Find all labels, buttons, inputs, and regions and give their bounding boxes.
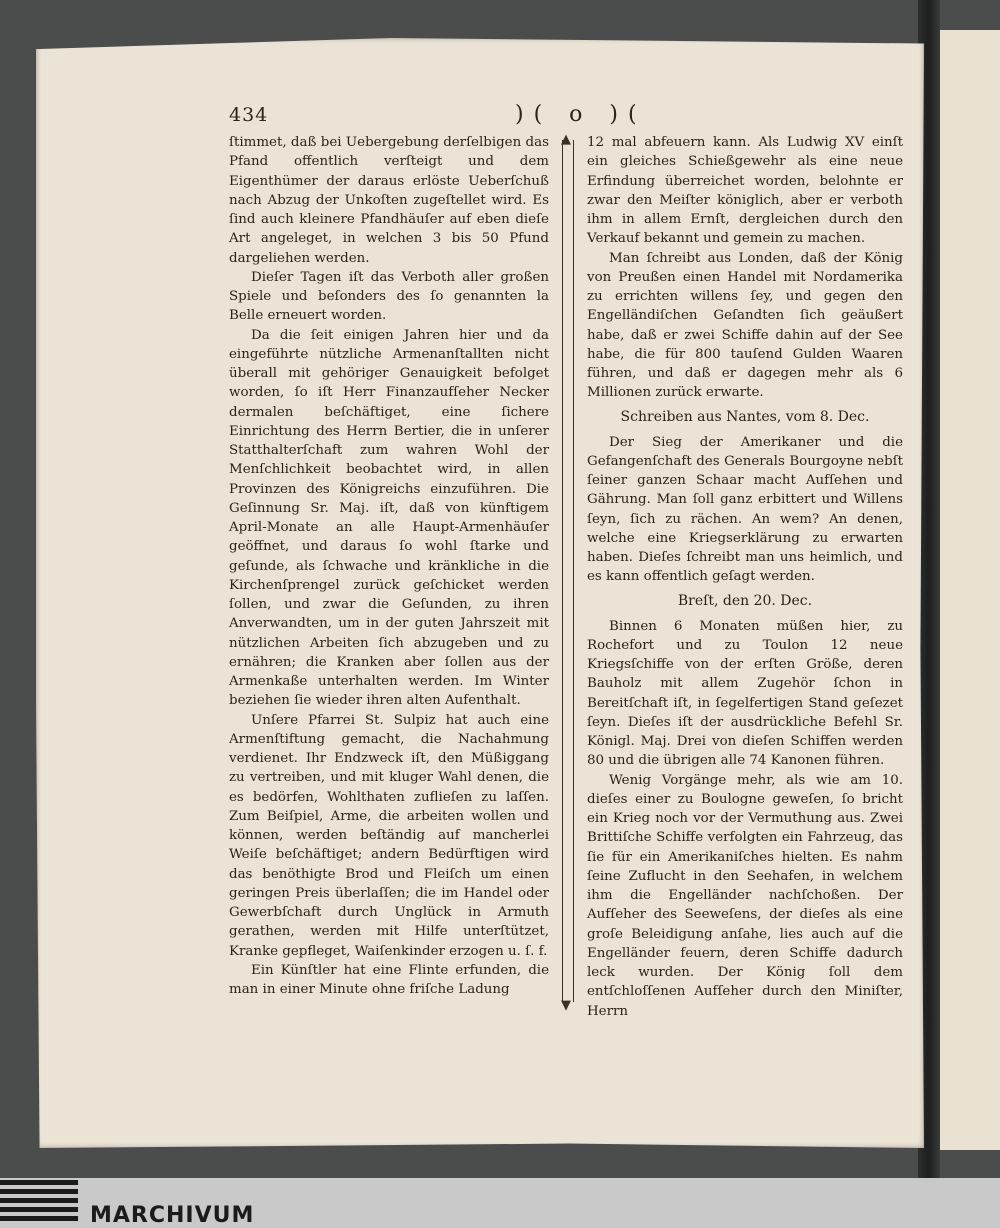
paragraph: ſtimmet, daß bei Uebergebung derſelbigen das Pfand offentlich verſteigt und dem Eigenthümer der daraus erlöste Ueberſchuß nach Abzug der Unkoſten zugeſtellet wird. Es ſind auch kleinere Pfandhäuſer auf eben dieſe Art angeleget, in welchen 3 bis 50 Pfund dargeliehen werden. <box>229 135 549 266</box>
paragraph: Der Sieg der Amerikaner und die Gefangenſchaft des Generals Bourgoyne nebſt ſeiner ganzen Schaar macht Aufſehen und Gährung. Man ſoll ganz erbittert und Willens ſeyn, ſich zu rächen. An wem? An denen, welche eine Kriegserklärung zu erwarten haben. Dieſes ſchreibt man uns heimlich, und es kann offentlich geſagt werden. <box>587 434 903 585</box>
paragraph: Dieſer Tagen iſt das Verboth aller großen Spiele und beſonders des ſo genannten la Belle erneuert worden. <box>229 269 549 324</box>
section-heading: Schreiben aus Nantes, vom 8. Dec. <box>620 408 870 425</box>
page-number: 434 <box>229 104 269 126</box>
marchivum-logo-icon <box>0 1180 78 1226</box>
footer-logo-text: MARCHIVUM <box>90 1203 255 1228</box>
paragraph: Man ſchreibt aus Londen, daß der König von Preußen einen Handel mit Nordamerika zu errichten willens ſey, und gegen den Engelländiſchen Geſandten ſich geäußert habe, daß er zwei Schiffe dahin auf der See habe, die für 800 tauſend Gulden Waaren führen, und daß er dagegen mehr als 6 Millionen zurück erwarte. <box>587 250 903 401</box>
left-column <box>229 133 549 999</box>
paragraph: Unſere Pfarrei St. Sulpiz hat auch eine Armenſtiftung gemacht, die Nachahmung verdienet. Ihr Endzweck iſt, den Müßiggang zu vertreiben, und mit kluger Wahl denen, die es bedörfen, Wohlthaten zuflieſen zu laſſen. Zum Beiſpiel, Arme, die arbeiten wollen und können, werden beſtändig auf mancherlei Weiſe beſchäftiget; andern Bedürftigen wird das benöthigte Brod und Fleiſch um einen geringen Preis überlaſſen; die im Handel oder Gewerbſchaft durch Unglück in Armuth gerathen, werden mit Hilfe unterſtützet, Kranke gepfleget, Waiſenkinder erzogen u. ſ. f. <box>229 712 549 959</box>
paragraph: Binnen 6 Monaten müßen hier, zu Rochefort und zu Toulon 12 neue Kriegsſchiffe von der erſten Größe, deren Bauholz mit allem Zugehör ſchon in Bereitſchaft iſt, in ſegelfertigen Stand geſezet ſeyn. Dieſes iſt der ausdrückliche Befehl Sr. Königl. Maj. Drei von dieſen Schiffen werden 80 und die übrigen alle 74 Kanonen führen. <box>587 618 903 769</box>
paragraph: 12 mal abfeuern kann. Als Ludwig XV einſt ein gleiches Schießgewehr als eine neue Erfindung überreichet worden, belohnte er zwar den Meiſter königlich, aber er verboth ihm in allem Ernſt, dergleichen durch den Verkauf bekannt und gemein zu machen. <box>587 135 903 247</box>
header-ornament: )( o )( <box>515 102 647 127</box>
next-page-edge <box>938 30 1000 1150</box>
paragraph: Wenig Vorgänge mehr, als wie am 10. dieſes einer zu Boulogne geweſen, ſo bricht ein Krieg noch vor der Vermuthung aus. Zwei Brittiſche Schiffe verfolgten ein Fahrzeug, das ſie für ein Amerikaniſches hielten. Es nahm ſeine Zuflucht in den Seehafen, in welchem ihm die Engelländer nachſchoßen. Der Aufſeher des Seeweſens, der dieſes als eine groſe Beleidigung anſahe, lies auch auf die Engelländer feuern, deren Schiffe dadurch leck wurden. Der König ſoll dem entſchloſſenen Aufſeher durch den Miniſter, Herrn <box>587 772 903 1019</box>
right-column <box>587 133 903 1021</box>
section-heading: Breſt, den 20. Dec. <box>677 592 813 609</box>
column-divider <box>562 140 574 1002</box>
divider-ornament-bottom: ▼ <box>561 998 571 1013</box>
divider-ornament-top: ▲ <box>561 132 571 147</box>
paragraph: Da die ſeit einigen Jahren hier und da eingeführte nützliche Armenanſtallten nicht überall mit gehöriger Genauigkeit befolget worden, ſo iſt Herr Finanzaufſeher Necker dermalen beſchäftiget, eine ſichere Einrichtung des Herrn Bertier, die in unſerer Statthalterſchaft zum wahren Wohl der Menſchlichkeit beobachtet wird, in allen Provinzen des Königreichs einzuführen. Die Geſinnung Sr. Maj. iſt, daß von künftigem April-Monate an alle Haupt-Armenhäuſer geöffnet, und daraus ſo wohl ſtarke und geſunde, als ſchwache und kränkliche in die Kirchenſprengel zurück geſchicket werden ſollen, und zwar die Geſunden, zu ihren Anverwandten, um in der guten Jahrszeit mit nützlichen Arbeiten ſich abzugeben und zu ernähren; die Kranken aber ſollen aus der Armenkaße unterhalten werden. Im Winter beziehen ſie wieder ihren alten Aufenthalt. <box>229 327 549 709</box>
paragraph: Ein Künſtler hat eine Flinte erfunden, die man in einer Minute ohne friſche Ladung <box>229 962 549 997</box>
